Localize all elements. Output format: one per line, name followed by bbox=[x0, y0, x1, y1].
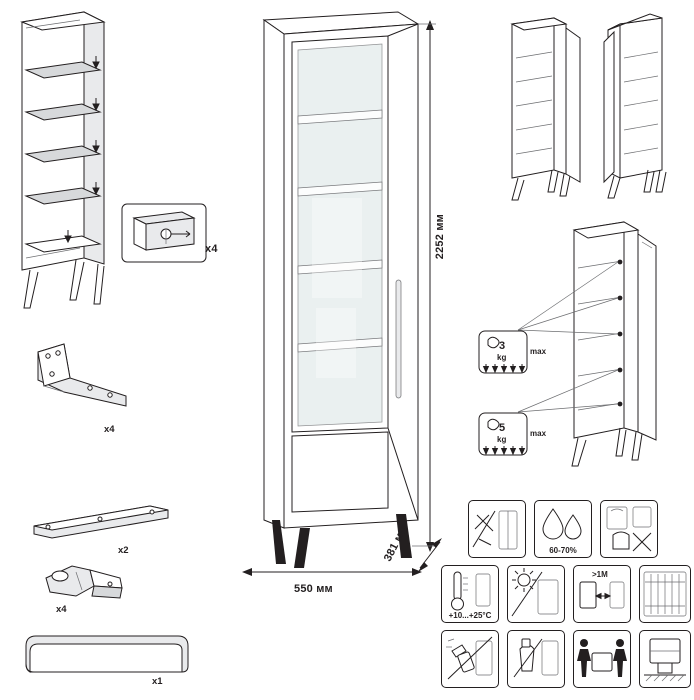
care-caption-distance: >1М bbox=[592, 570, 608, 579]
flat-bar-qty: х2 bbox=[118, 545, 129, 556]
cam-lock-detail-callout bbox=[120, 200, 220, 270]
care-icon-level-floor bbox=[639, 630, 691, 688]
hinge-qty: х4 bbox=[56, 604, 67, 615]
load-capacity-cabinet bbox=[562, 216, 682, 476]
care-icon-distance-from-heater bbox=[573, 565, 631, 623]
dimension-depth bbox=[381, 523, 411, 566]
care-icon-no-wet-cloth bbox=[600, 500, 658, 558]
hinge-part bbox=[36, 556, 146, 612]
exploded-cabinet-left bbox=[8, 8, 128, 328]
care-icon-no-spray-cleaner bbox=[441, 630, 499, 688]
care-icon-no-radiator-proximity bbox=[639, 565, 691, 623]
cam-lock-qty: х4 bbox=[205, 243, 218, 255]
care-icon-no-direct-sunlight bbox=[507, 565, 565, 623]
dimension-height: 2252 мм bbox=[434, 214, 446, 260]
load-unit-5: kg bbox=[497, 435, 507, 444]
load-max-5: max bbox=[530, 429, 547, 438]
care-icon-humidity bbox=[534, 500, 592, 558]
handle-part bbox=[18, 626, 208, 688]
care-caption-humidity: 60-70% bbox=[549, 546, 577, 555]
corner-bracket-qty: х4 bbox=[104, 424, 115, 435]
handle-qty: х1 bbox=[152, 676, 163, 687]
corner-bracket-part bbox=[30, 340, 150, 430]
care-icon-temperature-range bbox=[441, 565, 499, 623]
dimension-lines bbox=[240, 8, 450, 588]
load-value-3: 3 bbox=[499, 340, 506, 352]
care-caption-temperature: +10...+25°C bbox=[448, 611, 492, 620]
care-icon-no-sharp-objects bbox=[468, 500, 526, 558]
load-value-5: 5 bbox=[499, 422, 506, 434]
load-unit-3: kg bbox=[497, 353, 507, 362]
load-badge-5kg bbox=[478, 412, 550, 456]
cabinet-open-door-left-view bbox=[502, 14, 588, 204]
load-max-3: max bbox=[530, 347, 547, 356]
care-icon-no-solvent bbox=[507, 630, 565, 688]
dimension-width: 550 мм bbox=[294, 583, 333, 595]
load-badge-3kg bbox=[478, 330, 550, 374]
cabinet-open-door-right-view bbox=[600, 14, 686, 204]
dimension-depth-text: 381 мм bbox=[381, 523, 411, 564]
care-icon-two-person-carry bbox=[573, 630, 631, 688]
flat-bar-part bbox=[28, 500, 178, 546]
